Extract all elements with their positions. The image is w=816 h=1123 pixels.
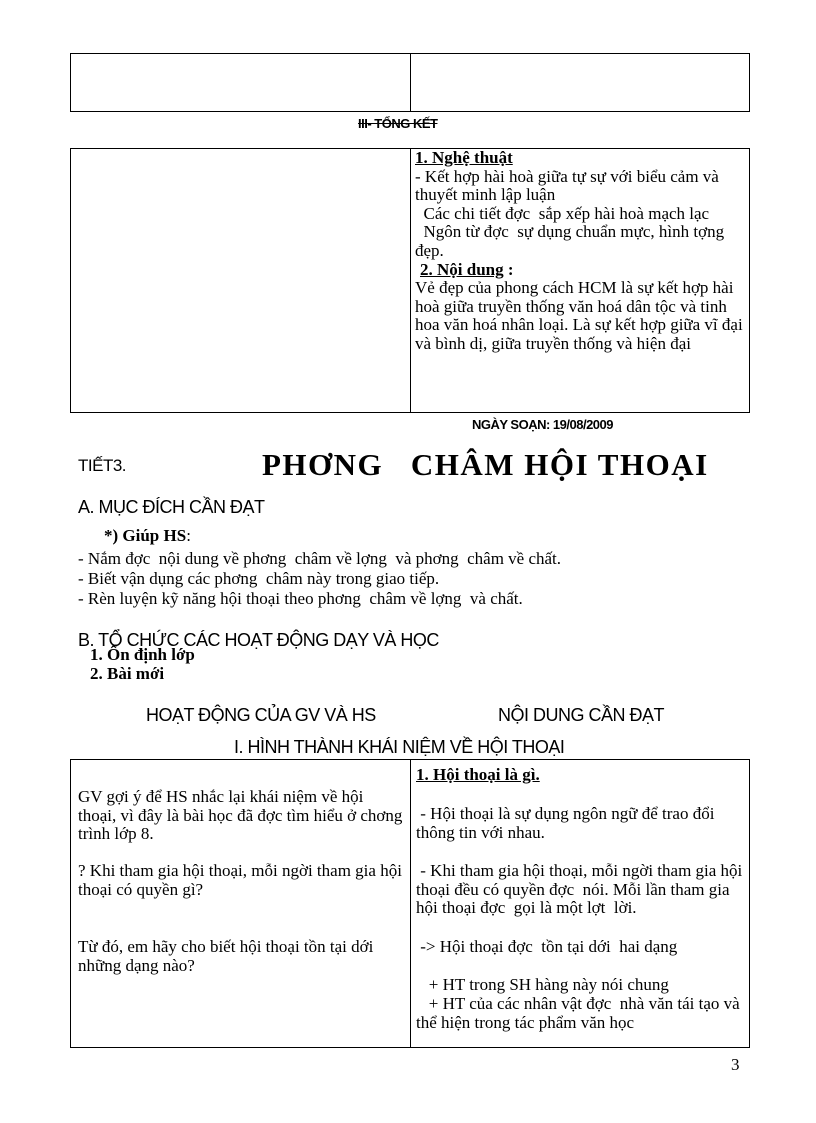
lesson-title: PHƠNG CHÂM HỘI THOẠI [262,447,709,482]
bai-moi: 2. Bài mới [90,664,165,683]
nghe-thuat-line-3: Ngôn từ đợc sự dụng chuẩn mực, hình tợng đẹp. [415,222,733,260]
giup-hs-line [104,526,191,546]
right-cell-1: - Hội thoại là sự dụng ngôn ngữ để trao đổi thông tin với nhau. [416,804,719,842]
giup-hs: *) Giúp HS [104,526,187,545]
section-tong-ket: III- TỔNG KẾT [358,116,438,131]
left-cell-1: GV gợi ý để HS nhắc lại khái niệm về hội thoại, vì đây là bài học đã đợc tìm hiểu ở chơng trình lớp 8. [78,787,403,844]
nghe-thuat-line-1: - Kết hợp hài hoà giữa tự sự với biểu cảm và thuyết minh lập luận [415,166,719,205]
noi-dung-colon: : [503,259,514,279]
section-i: I. HÌNH THÀNH KHÁI NIỆM VỀ HỘI THOẠI [234,737,565,757]
section-a: A. MỤC ĐÍCH CẦN ĐẠT [78,497,265,517]
nghe-thuat-line-2: Các chi tiết đợc sắp xếp hài hoà mạch lạc [415,203,710,223]
right-cell-5: + HT của các nhân vật đợc nhà văn tái tạo và thể hiện trong tác phẩm văn học [416,994,744,1032]
right-cell-4: + HT trong SH hàng này nói chung [416,975,669,994]
tong-ket-right-cell [415,149,745,354]
noi-dung-heading: 2. Nội dung [420,259,504,279]
right-cell-2: - Khi tham gia hội thoại, mỗi ngời tham gia hội thoại đều có quyền đợc nói. Mỗi lần tham gia hội thoại đợc gọi là một lợt lời. [416,861,747,918]
col-left-head: HOẠT ĐỘNG CỦA GV VÀ HS [146,705,376,725]
left-cell-3: Từ đó, em hãy cho biết hội thoại tồn tại dới những dạng nào? [78,937,374,975]
goal-3: - Rèn luyện kỹ năng hội thoại theo phơng châm về lợng và chất. [78,589,523,608]
page-number: 3 [731,1055,740,1074]
hoi-thoai-heading: 1. Hội thoại là gì. [416,765,540,784]
on-dinh-lop: 1. Ổn định lớp [90,645,195,664]
right-cell-3: -> Hội thoại đợc tồn tại dới hai dạng [416,937,678,956]
left-cell-2: ? Khi tham gia hội thoại, mỗi ngời tham gia hội thoại có quyền gì? [78,861,402,899]
goal-2: - Biết vận dụng các phơng châm này trong giao tiếp. [78,569,440,588]
tiet-label: TIẾT3. [78,456,127,475]
ngay-soan: NGÀY SOẠN: 19/08/2009 [472,417,613,432]
col-right-head: NỘI DUNG CẦN ĐẠT [498,705,665,725]
main-table-divider [410,759,411,1048]
tong-ket-divider [410,148,411,413]
goal-1: - Nắm đợc nội dung về phơng châm về lợng và phơng châm về chất. [78,549,562,568]
top-table-divider [410,53,411,112]
noi-dung-text: Vẻ đẹp của phong cách HCM là sự kết hợp hài hoà giữa truyền thống văn hoá dân tộc và tinh hoa văn hoá nhân loại. Là sự kết hợp giữa vĩ đại và bình dị, giữa truyền thống và hiện đại [415,278,743,353]
nghe-thuat-heading: 1. Nghệ thuật [415,148,513,167]
section-b: B. TỔ CHỨC CÁC HOẠT ĐỘNG DẠY VÀ HỌC [78,630,439,650]
giup-hs-colon: : [186,526,191,545]
